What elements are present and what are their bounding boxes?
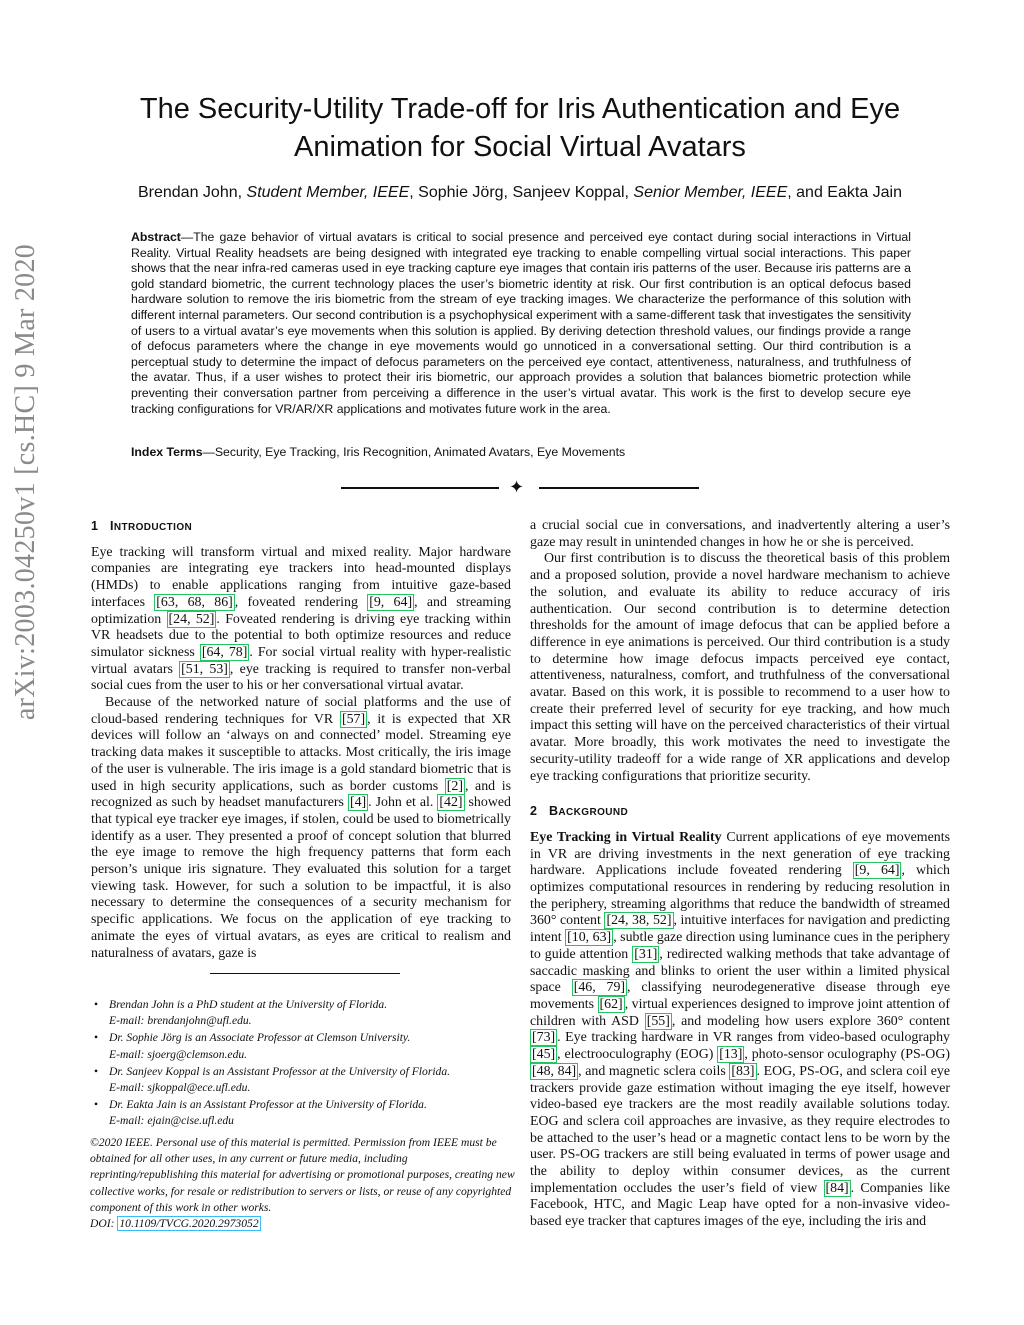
text-run: . Foveated rendering is driving eye tracking within VR headsets due to the potential to both optimize resources and reduce simulator sickness (91, 611, 511, 660)
index-terms-text: —Security, Eye Tracking, Iris Recognition, Animated Avatars, Eye Movements (202, 445, 626, 459)
author-text: , Sophie Jörg, Sanjeev Koppal, (409, 184, 634, 201)
section-initial: B (548, 804, 559, 819)
footnote-email: E-mail: ejain@cise.ufl.edu (109, 1114, 234, 1128)
left-column (91, 518, 511, 962)
footnote-affiliation: Dr. Sophie Jörg is an Associate Professor at Clemson University. (109, 1031, 411, 1045)
author-list (60, 184, 980, 202)
affiliation-footnotes (92, 997, 512, 1131)
citation-link[interactable]: [24, 52] (168, 611, 215, 627)
section-heading-introduction (91, 518, 511, 537)
citation-link[interactable]: [24, 38, 52] (606, 913, 672, 929)
intro-paragraph-2 (91, 695, 511, 962)
footnote-item (92, 1097, 512, 1129)
text-run: , photo-sensor oculography (PS-OG) (744, 1047, 950, 1063)
text-run: . Eye tracking hardware in VR ranges from video-based oculography (557, 1030, 950, 1046)
bullet-icon: • (94, 1031, 99, 1045)
section-number: 2 (530, 804, 538, 819)
text-run: , redirected walking methods that take advantage of saccadic masking and blinks to orient the user within a limited physical space (530, 946, 950, 996)
contributions-paragraph: Our first contribution is to discuss the theoretical basis of this problem and a proposed solution, provide a novel hardware mechanism to achieve the solution, and evaluate its ability to reduce accuracy of iris authentication. Our second contribution is to determine detection thresholds for the amount of image defocus that can be applied before a difference in eye animations is perceived. Our third contribution is a study to determine how image defocus impacts perceived eye contact, attentiveness, naturalness, comfort, and truthfulness of the conversational avatar. Based on this work, it is possible to recommend to a user how to create their preferred level of security for eye tracking, and how much impact this setting will have on the perceived characteristics of their virtual avatar. More broadly, this work motivates the need to investigate the security-utility tradeoff for a wide range of XR applications and develop eye tracking configurations that prioritize security. (530, 551, 950, 784)
text-run: , and streaming optimization (91, 594, 511, 627)
citation-link[interactable]: [57] (341, 711, 366, 727)
bullet-icon: • (94, 998, 99, 1011)
section-rest: NTRODUCTION (113, 522, 193, 533)
text-run: , electrooculography (EOG) (557, 1047, 718, 1063)
divider-rule-left (341, 487, 499, 489)
text-run: . EOG, PS-OG, and sclera coil eye trackers provide gaze estimation without imaging the eye itself, however video-based eye trackers are the most readily available solutions today. EOG and sclera coil approaches are invasive, as they require electrodes to be attached to the user’s head or a magnetic contact lens to be worn by the user. PS-OG trackers are still being evaluated in terms of power usage and the ability to deploy within consumer devices, as the current implementation occludes the user’s field of view (530, 1063, 950, 1196)
divider-rule-right (539, 487, 699, 489)
section-heading-background (530, 803, 950, 822)
citation-link[interactable]: [64, 78] (201, 644, 248, 660)
footnote-affiliation: Dr. Sanjeev Koppal is an Assistant Professor at the University of Florida. (109, 1064, 451, 1078)
citation-link[interactable]: [45] (532, 1047, 556, 1063)
copyright-text: ©2020 IEEE. Personal use of this material is permitted. Permission from IEEE must be obtained for all other uses, in any current or future media, including reprinting/republishing this material for advertising or promotional purposes, creating new collective works, for resale or redistribution to servers or lists, or reuse of any copyrighted component of this work in other works. (90, 1136, 515, 1214)
section-number: 1 (91, 519, 99, 533)
citation-link[interactable]: [84] (825, 1180, 849, 1196)
footnote-email: E-mail: sjoerg@clemson.edu. (109, 1047, 248, 1061)
runin-heading: Eye Tracking in Virtual Reality (530, 829, 722, 845)
author-role: Student Member, IEEE (246, 184, 410, 201)
arxiv-stamp: arXiv:2003.04250v1 [cs.HC] 9 Mar 2020 (10, 243, 41, 721)
background-paragraph (530, 830, 950, 1231)
text-run: , eye tracking is required to transfer non-verbal social cues from the user to his or her conversational virtual avatar. (91, 661, 511, 694)
abstract-label: Abstract (131, 230, 181, 244)
citation-link[interactable]: [55] (646, 1013, 670, 1029)
footnote-item (92, 1030, 512, 1062)
index-terms-label: Index Terms (131, 445, 203, 459)
abstract-text: —The gaze behavior of virtual avatars is critical to social presence and perceived eye contact during social interactions in Virtual Reality. Virtual Reality headsets are being designed with integrated eye tracking to enable compelling virtual social interactions. This paper shows that the near infra-red cameras used in eye tracking capture eye images that contain iris patterns of the user. Because iris patterns are a gold standard biometric, the current technology places the user’s biometric identity at risk. Our first contribution is an optical defocus based hardware solution to remove the iris biometric from the stream of eye tracking images. We characterize the performance of this solution with different internal parameters. Our second contribution is a psychophysical experiment with a same-different task that investigates the sensitivity of users to a virtual avatar’s eye movements when this solution is applied. By deriving detection threshold values, our findings provide a range of defocus parameters where the change in eye movements would go unnoticed in a conversational setting. Our third contribution is a perceptual study to determine the impact of defocus parameters on the perceived eye contact, attentiveness, naturalness, and truthfulness of the avatar. Thus, if a user wishes to protect their iris biometric, our approach provides a solution that balances biometric protection while preventing their conversation partner from perceiving a difference in the user’s virtual avatar. This work is the first to develop secure eye tracking configurations for VR/AR/XR applications and motivates future work in the area. (131, 230, 911, 416)
intro-paragraph-1 (91, 545, 511, 695)
copyright-notice (90, 1135, 515, 1232)
citation-link[interactable]: [48, 84] (532, 1063, 577, 1079)
citation-link[interactable]: [63, 68, 86] (156, 594, 233, 610)
text-run: . Companies like Facebook, HTC, and Magic Leap have opted for a non-invasive video-based eye tracker that captures images of the eye, including the iris and (530, 1180, 950, 1230)
doi-link[interactable]: 10.1109/TVCG.2020.2973052 (119, 1217, 259, 1231)
text-run: showed that typical eye tracker eye images, if stolen, could be used to biometrically identify as a user. They presented a proof of concept solution that blurred the eye image to remove the high frequency patterns that form each person’s unique iris signature. They evaluated this solution for a target viewing task. However, for such a solution to be impactful, it is also necessary to determine the consequences of a security mechanism for specific applications. We focus on the application of eye tracking to animate the eyes of virtual avatars, as eyes are critical to realism and naturalness of avatars, gaze is (91, 795, 511, 961)
text-run: , subtle gaze direction using luminance cues in the periphery to guide attention (530, 930, 950, 962)
author-text: , and Eakta Jain (787, 184, 903, 201)
section-divider (341, 478, 699, 498)
text-run: , intuitive interfaces for navigation and predicting intent (530, 913, 950, 946)
citation-link[interactable]: [62] (599, 996, 623, 1012)
index-terms (131, 445, 911, 459)
title-line-1: The Security-Utility Trade-off for Iris Authentication and Eye (139, 93, 901, 125)
citation-link[interactable]: [51, 53] (181, 661, 228, 677)
section-rest: ACKGROUND (558, 807, 629, 819)
citation-link[interactable]: [9, 64] (854, 863, 900, 879)
divider-diamond-icon: ✦ (509, 477, 525, 498)
citation-link[interactable]: [46, 79] (573, 980, 626, 996)
text-run: . For social virtual reality with hyper-realistic virtual avatars (91, 644, 511, 677)
citation-link[interactable]: [9, 64] (369, 594, 413, 610)
intro-paragraph-continued: a crucial social cue in conversations, and inadvertently altering a user’s gaze may result in unintended changes in how he or she is perceived. (530, 518, 950, 550)
text-run: Current applications of eye movements in VR are driving investments in the next generation of eye tracking hardware. Applications include foveated rendering (530, 829, 950, 879)
footnote-email: E-mail: brendanjohn@ufl.edu. (109, 1014, 252, 1028)
author-role: Senior Member, IEEE (633, 184, 788, 201)
text-run: . John et al. (368, 795, 438, 811)
text-run: , and magnetic sclera coils (578, 1063, 730, 1079)
text-run: , and is recognized as such by headset manufacturers (91, 778, 511, 811)
footnote-item (92, 997, 512, 1029)
title-line-2: Animation for Social Virtual Avatars (294, 131, 746, 163)
text-run: , virtual experiences designed to improve joint attention of children with ASD (530, 996, 950, 1029)
text-run: , foveated rendering (234, 594, 368, 610)
footnote-affiliation: Brendan John is a PhD student at the University of Florida. (109, 998, 388, 1011)
text-run: , classifying neurodegenerative disease through eye movements (530, 980, 951, 1012)
citation-link[interactable]: [42] (439, 795, 463, 811)
section-initial: I (109, 519, 114, 533)
text-run: Because of the networked nature of social platforms and the use of cloud-based rendering techniques for VR (91, 695, 511, 727)
citation-link[interactable]: [83] (731, 1063, 755, 1079)
footnote-affiliation: Dr. Eakta Jain is an Assistant Professor at the University of Florida. (109, 1098, 427, 1112)
author-text: Brendan John, (137, 184, 247, 201)
citation-link[interactable]: [13] (719, 1047, 743, 1063)
bullet-icon: • (94, 1064, 99, 1078)
text-run: , it is expected that XR devices will follow an ‘always on and connected’ model. Streaming eye tracking data makes it susceptible to attacks. Most critically, the iris image of the user is vulnerable. The iris image is a gold standard biometric that is used in high security applications, such as border customs (91, 711, 511, 794)
footnote-item (92, 1064, 512, 1096)
footnote-email: E-mail: sjkoppal@ece.ufl.edu. (109, 1081, 251, 1095)
right-column (530, 518, 950, 1231)
doi-label: DOI: (90, 1217, 118, 1231)
text-run: Eye tracking will transform virtual and mixed reality. Major hardware companies are integrating eye trackers into head-mounted displays (HMDs) to enable applications ranging from intuitive gaze-based interfaces (91, 544, 511, 610)
footnote-rule (210, 973, 400, 974)
paper-title (110, 90, 930, 166)
text-run: , and modeling how users explore 360° content (671, 1013, 950, 1029)
abstract (131, 230, 911, 417)
citation-link[interactable]: [31] (634, 946, 658, 962)
citation-link[interactable]: [2] (446, 778, 463, 794)
bullet-icon: • (94, 1098, 99, 1112)
text-run: , which optimizes computational resources in rendering by reducing resolution in the periphery, streaming algorithms that reduce the bandwidth of streamed 360° content (530, 863, 950, 929)
citation-link[interactable]: [10, 63] (567, 930, 612, 946)
citation-link[interactable]: [4] (349, 795, 367, 811)
citation-link[interactable]: [73] (532, 1030, 556, 1046)
